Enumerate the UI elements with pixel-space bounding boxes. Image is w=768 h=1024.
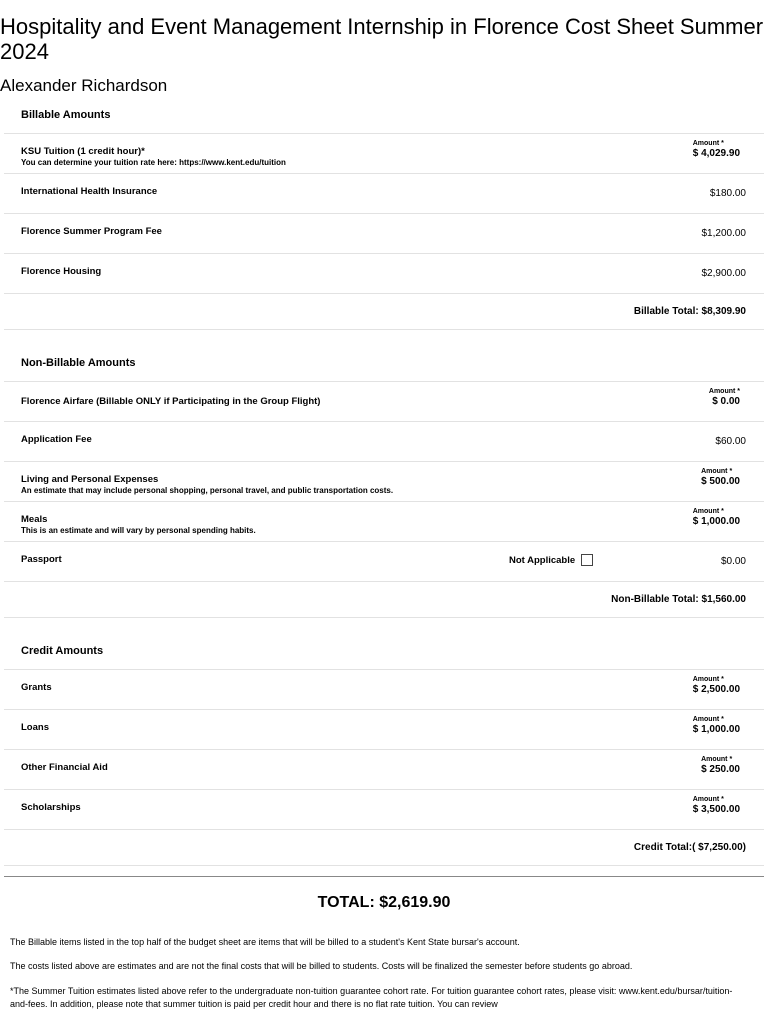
row-living-expenses	[4, 462, 764, 502]
amount-label: Amount *	[692, 508, 724, 515]
note-tuition: *The Summer Tuition estimates listed above refer to the undergraduate non-tuition guarantee cohort rate. For tuition guarantee cohort rates, please visit: www.kent.edu/bursar/tuition-and-fees. In addition, please note that summer tuition is paid per credit hour and there is no flat rate tuition. You can review	[10, 986, 733, 1009]
row-label: Passport	[21, 554, 62, 565]
amount-value[interactable]: $ 3,500.00	[692, 804, 740, 815]
row-loans	[4, 710, 764, 750]
amount-label: Amount *	[701, 756, 733, 763]
row-value: $60.00	[715, 436, 746, 447]
row-grants	[4, 670, 764, 710]
row-label: Florence Summer Program Fee	[21, 226, 162, 237]
amount-field[interactable]	[693, 140, 740, 159]
row-sub: An estimate that may include personal shopping, personal travel, and public transportation costs.	[21, 486, 394, 495]
row-sub: You can determine your tuition rate here: https://www.kent.edu/tuition	[21, 158, 286, 167]
amount-value[interactable]: $ 1,000.00	[692, 516, 740, 527]
row-label: Florence Airfare (Billable ONLY if Participating in the Group Flight)	[21, 396, 321, 407]
row-value: $1,200.00	[701, 228, 746, 239]
amount-label: Amount *	[692, 140, 724, 147]
row-meals	[4, 502, 764, 542]
row-value: $180.00	[709, 188, 746, 199]
note-billable: The Billable items listed in the top half of the budget sheet are items that will be billed to a student's Kent State bursar's account.	[10, 937, 520, 947]
row-label: KSU Tuition (1 credit hour)*	[21, 146, 145, 157]
divider	[4, 876, 764, 877]
non-billable-section	[4, 344, 764, 618]
row-airfare	[4, 382, 764, 422]
row-label: Grants	[21, 682, 52, 693]
amount-field[interactable]	[693, 796, 740, 815]
amount-field[interactable]	[693, 676, 740, 695]
amount-value[interactable]: $ 500.00	[701, 476, 740, 487]
credit-section	[4, 632, 764, 866]
row-label: International Health Insurance	[21, 186, 158, 197]
row-passport	[4, 542, 764, 582]
row-ksu-tuition	[4, 134, 764, 174]
row-value: $2,900.00	[701, 268, 746, 279]
amount-value[interactable]: $ 4,029.90	[692, 148, 740, 159]
not-applicable-option	[509, 554, 593, 566]
student-name: Alexander Richardson	[0, 76, 168, 95]
credit-total: Credit Total:( $7,250.00)	[4, 830, 764, 866]
amount-field[interactable]	[693, 716, 740, 735]
amount-label: Amount *	[692, 796, 724, 803]
row-label: Application Fee	[21, 434, 92, 445]
amount-value[interactable]: $ 2,500.00	[692, 684, 740, 695]
grand-total: TOTAL: $2,619.90	[317, 894, 451, 911]
row-sub: This is an estimate and will vary by personal spending habits.	[21, 526, 256, 535]
billable-section	[4, 96, 764, 330]
row-scholarships	[4, 790, 764, 830]
row-label: Living and Personal Expenses	[21, 474, 159, 485]
section-heading: Credit Amounts	[4, 632, 764, 670]
page-title: Hospitality and Event Management Internship in Florence Cost Sheet Summer 2024	[0, 14, 764, 64]
row-label: Florence Housing	[21, 266, 102, 277]
row-health-insurance	[4, 174, 764, 214]
amount-value[interactable]: $ 250.00	[701, 764, 740, 775]
amount-value[interactable]: $ 0.00	[712, 396, 740, 407]
row-program-fee	[4, 214, 764, 254]
billable-total: Billable Total: $8,309.90	[4, 294, 764, 330]
amount-field[interactable]	[709, 388, 740, 407]
row-label: Scholarships	[21, 802, 81, 813]
row-label: Loans	[21, 722, 49, 733]
amount-label: Amount *	[701, 468, 733, 475]
row-label: Meals	[21, 514, 48, 525]
section-heading: Billable Amounts	[4, 96, 764, 134]
note-estimates: The costs listed above are estimates and are not the final costs that will be billed to students. Costs will be finalized the semester before students go abroad.	[10, 961, 633, 971]
row-other-aid	[4, 750, 764, 790]
row-value: $0.00	[720, 556, 746, 567]
amount-value[interactable]: $ 1,000.00	[692, 724, 740, 735]
amount-label: Amount *	[708, 388, 740, 395]
amount-field[interactable]	[701, 756, 740, 775]
amount-label: Amount *	[692, 676, 724, 683]
amount-field[interactable]	[701, 468, 740, 487]
not-applicable-label: Not Applicable	[509, 554, 576, 566]
row-housing	[4, 254, 764, 294]
amount-label: Amount *	[692, 716, 724, 723]
section-heading: Non-Billable Amounts	[4, 344, 764, 382]
row-label: Other Financial Aid	[21, 762, 108, 773]
not-applicable-checkbox[interactable]	[581, 554, 593, 566]
amount-field[interactable]	[693, 508, 740, 527]
non-billable-total: Non-Billable Total: $1,560.00	[4, 582, 764, 618]
row-application-fee	[4, 422, 764, 462]
